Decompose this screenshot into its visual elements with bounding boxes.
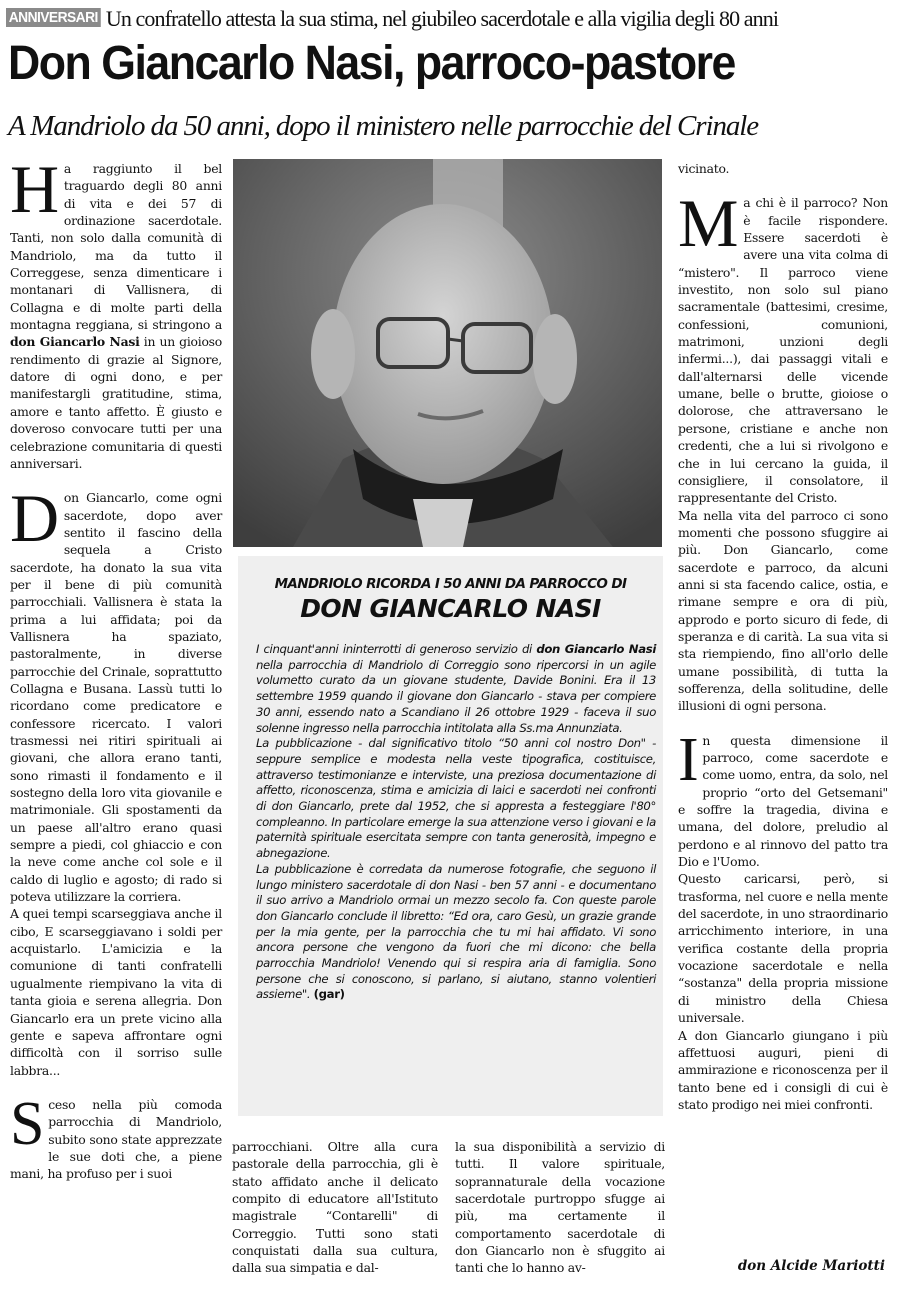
paragraph — [10, 480, 222, 905]
paragraph — [678, 185, 888, 506]
paragraph: A don Giancarlo giungano i più affettuosi auguri, pieni di ammirazione e riconoscenza per il tanto bene ed i consigli di cui è stato prodigo nei miei confronti. — [678, 1027, 888, 1112]
paragraph — [678, 725, 888, 871]
portrait-photo — [233, 159, 662, 547]
text: on Giancarlo, come ogni sacerdote, dopo aver sentito il fascino della sequela a Cristo sacerdote, ha donato la sua vita per il bene di più comunità parrocchiali. Vallisnera è stata la prima a lui affidata; poi da Vallisnera ha spaziato, pastoralmente, in diverse parrocchie del Crinale, soprattutto Collagna e Busana. Lassù tutti lo ricordano come predicatore e confessore ricercato. I valori trasmessi nei ritiri spirituali ai giovani, che allora erano tanti, sono rimasti il fondamento e il sostegno della loro vita giovanile e matrimoniale. Gli spostamenti da un paese all'altro erano quasi sempre a piedi, col ghiaccio e con la neve come anche col sole e il caldo di luglio e agosto; di rado si poteva utilizzare la corriera. — [10, 490, 222, 905]
column-4 — [678, 160, 888, 1113]
text: in un gioioso rendimento di grazie al Signore, datore di ogni dono, e per manifestargli gratitudine, stima, amore e tanto affetto. È giusto e doveroso convocare tutti per una celebrazione comunitaria di questi anniversari. — [10, 334, 222, 471]
inset-kicker: MANDRIOLO RICORDA I 50 ANNI DA PARROCCO DI — [274, 576, 627, 592]
text: a chi è il parroco? Non è facile rispondere. Essere sacerdoti è avere una vita colma di “mistero". Il parroco viene investito, non solo sul piano sacramentale (battesimi, cresime, confessioni, comunioni, matrimoni, unzioni degli infermi...), dai passaggi vitali e dall'alternarsi delle vicende umane, belle o brutte, gioiose o dolorose, che attraversano le persone, cristiane e anche non credenti, che a lui si rivolgono e che in lui cercano la guida, il consigliere, il consolatore, il rappresentante del Cristo. — [678, 195, 888, 506]
column-2-bottom — [232, 1138, 438, 1277]
paragraph: Ma nella vita del parroco ci sono momenti che possono sfuggire ai più. Don Giancarlo, come sacerdote e parroco, da alcuni anni si sta facendo calice, ostia, e rimane sempre e ora di più, approdo e porto sicuro di fede, di speranza e di carità. La sua vita si sta riempiendo, fino all'orlo delle umane possibilità, di tutta la sofferenza, della solitudine, delle illusioni di ogni persona. — [678, 507, 888, 714]
section-tag: ANNIVERSARI — [6, 8, 101, 27]
text: ceso nella più comoda parrocchia di Mandriolo, subito sono state apprezzate le sue doti che, a piene mani, ha profuso per i suoi — [10, 1096, 222, 1182]
headline: Don Giancarlo Nasi, parroco-pastore — [8, 37, 735, 90]
paragraph: La pubblicazione - dal significativo titolo “50 anni col nostro Don" - seppure semplice e modesta nella veste tipografica, costituisce, attraverso testimonianze e interviste, una preziosa documentazione di affetto, riconoscenza, stima e amicizia di laici e sacerdoti nei confronti di don Giancarlo, prete dal 1952, che si appresta a festeggiare l'80° compleanno. In particolare emerge la sua attenzione verso i giovani e la paternità spirituale esercitata sempre con tanta generosità, impegno e abnegazione. — [256, 736, 656, 861]
drop-cap: S — [10, 1089, 45, 1158]
paragraph: vicinato. — [678, 161, 730, 176]
text: a raggiunto il bel traguardo degli 80 anni di vita e dei 57 di ordinazione sacerdotale. Tanti, non solo dalla comunità di Mandriolo, ma da tutto il Correggese, senza dimenticare i montanari di Vallisnera, di Collagna e di molte parti della montagna reggiana, si stringono a — [10, 161, 222, 333]
paragraph: Questo caricarsi, però, si trasforma, nel cuore e nella mente del sacerdote, in uno straordinario arricchimento interiore, in una verifica costante della propria vocazione sacerdotale e nella “sostanza" della propria missione di ministro della Chiesa universale. — [678, 871, 888, 1026]
paragraph: la sua disponibilità a servizio di tutti. Il valore spirituale, soprannaturale della vocazione sacerdotale purtroppo sfugge ai più, ma certamente il comportamento sacerdotale di don Giancarlo non è sfuggito ai tanti che lo hanno av- — [455, 1139, 665, 1276]
paragraph: A quei tempi scarseggiava anche il cibo, E scarseggiavano i soldi per acquistarlo. L'amicizia e la comunione di tanti confratelli ugualmente riempivano la vita di tanta gioia e serena allegria. Don Giancarlo era un prete vicino alla gente e sapeva affrontare ogni difficoltà con il sorriso sulle labbra... — [10, 906, 222, 1078]
kicker-line — [6, 6, 896, 30]
drop-cap: I — [678, 725, 699, 794]
text: nella parrocchia di Mandriolo di Correggio sono ripercorsi in un agile volumetto curato da un giovane studente, Davide Bonini. Era il 13 settembre 1959 quando il giovane don Giancarlo - stava per compiere 30 anni, essendo nato a Scandiano il 26 ottobre 1929 - faceva il suo solenne ingresso nella parrocchia intitolata alla Ss.ma Annunziata. — [256, 657, 656, 735]
inset-title: DON GIANCARLO NASI — [300, 594, 601, 623]
author-signature: don Alcide Mariotti — [737, 1258, 885, 1274]
bold-name: don Giancarlo Nasi — [10, 334, 140, 350]
text: La pubblicazione è corredata da numerose fotografie, che seguono il lungo ministero sacerdotale di don Nasi - ben 57 anni - e documentano il suo arrivo a Mandriolo ormai un mezzo secolo fa. Con queste parole don Giancarlo conclude il libretto: “Ed ora, caro Gesù, un grazie grande per la mia gente, per la parrocchia che tu mi hai affidato. Vi sono ancora persone che vengono da fuori che mi dicono: che bella parrocchia Mandriolo! Venendo qui si respira aria di famiglia. Sono persone che si conoscono, si parlano, si aiutano, stanno volentieri assieme". — [256, 861, 656, 1002]
column-1 — [10, 151, 222, 1183]
subheadline: A Mandriolo da 50 anni, dopo il ministero nelle parrocchie del Crinale — [8, 110, 758, 142]
byline: (gar) — [313, 987, 345, 1002]
drop-cap: M — [678, 185, 739, 262]
drop-cap: D — [10, 480, 59, 557]
inset-body — [256, 642, 656, 1003]
column-3-bottom — [455, 1138, 665, 1277]
text: I cinquant'anni ininterrotti di generoso servizio di — [256, 642, 537, 656]
text: n questa dimensione il parroco, come sacerdote e come uomo, entra, da solo, nel proprio “orto del Getsemani" e soffre la tragedia, divina e umana, del dolore, preludio al perdono e al rinnovo del patto tra Dio e l'Uomo. — [678, 732, 888, 870]
kicker-text: Un confratello attesta la sua stima, nel giubileo sacerdotale e alla vigilia degli 80 anni — [105, 6, 779, 31]
paragraph — [256, 642, 656, 736]
drop-cap: H — [10, 151, 59, 227]
portrait-image — [233, 159, 662, 547]
paragraph: parrocchiani. Oltre alla cura pastorale della parrocchia, gli è stato affidato anche il delicato compito di educatore all'Istituto magistrale “Contarelli" di Correggio. Tutti sono stati conquistati dalla sua cultura, dalla sua simpatia e dal- — [232, 1139, 438, 1276]
paragraph — [10, 1089, 222, 1183]
paragraph — [10, 151, 222, 472]
inset-box — [238, 556, 663, 1116]
paragraph — [256, 862, 656, 1003]
bold-name: don Giancarlo Nasi — [536, 642, 656, 656]
